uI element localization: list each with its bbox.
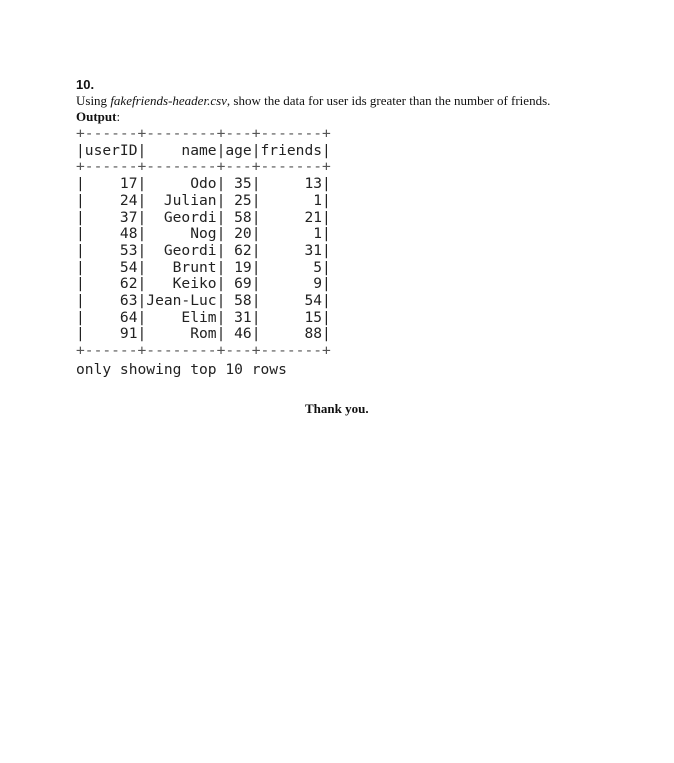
table-header-border: +------+--------+---+-------+ [76,158,331,176]
table-row: | 48| Nog| 20| 1| [76,225,331,243]
question-text-after: , show the data for user ids greater than the number of friends. [226,93,551,108]
table-bottom-border: +------+--------+---+-------+ [76,342,331,360]
table-header-row: |userID| name|age|friends| [76,141,331,159]
output-label-text: Output [76,109,117,124]
table-row: | 37| Geordi| 58| 21| [76,208,331,226]
table-row: | 17| Odo| 35| 13| [76,175,331,193]
question-text-before: Using [76,93,111,108]
table-row: | 91| Rom| 46| 88| [76,325,331,343]
table-row: | 24| Julian| 25| 1| [76,191,331,209]
table-row: | 62| Keiko| 69| 9| [76,275,331,293]
output-table [76,126,656,360]
document-body [76,77,656,378]
table-footer-note: only showing top 10 rows [76,360,287,378]
question-filename: fakefriends-header.csv [110,93,227,108]
output-label [76,109,656,125]
question-text [76,93,656,109]
closing-text: Thank you. [305,401,369,416]
table-row: | 64| Elim| 31| 15| [76,308,331,326]
table-row: | 53| Geordi| 62| 31| [76,241,331,259]
output-label-colon: : [116,109,121,124]
table-top-border: +------+--------+---+-------+ [76,125,331,142]
question-number: 10. [76,77,95,92]
table-row: | 63|Jean-Luc| 58| 54| [76,292,331,310]
table-row: | 54| Brunt| 19| 5| [76,258,331,276]
